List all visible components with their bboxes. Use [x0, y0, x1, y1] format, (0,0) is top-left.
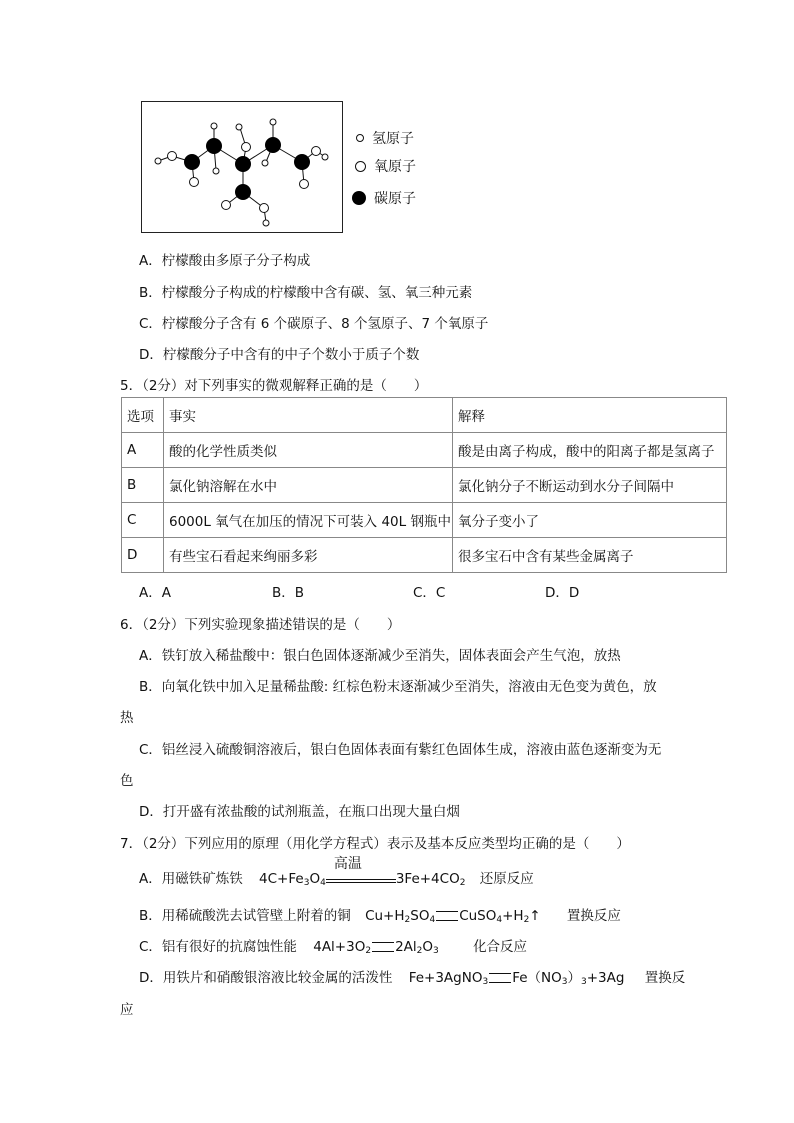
- eq-part: O: [309, 871, 321, 887]
- hydrogen-atom: [262, 160, 268, 166]
- eq-sub: 4: [496, 915, 503, 925]
- table-row: [122, 468, 727, 503]
- eq-part: SO: [410, 908, 430, 924]
- legend-carbon-label: 碳原子: [374, 191, 416, 207]
- eq-sub: 3: [303, 878, 310, 888]
- q7-d-type: 置换反: [644, 970, 686, 986]
- q7-option-a: [139, 856, 534, 888]
- q7-b-type: 置换反应: [566, 908, 621, 924]
- q4-option-b: B．柠檬酸分子构成的柠檬酸中含有碳、氢、氧三种元素: [139, 285, 473, 301]
- eq-sub: 4: [429, 915, 436, 925]
- eq-part: Cu+H: [365, 908, 405, 924]
- carbon-atom: [294, 154, 310, 170]
- eq-part: Fe+3AgNO: [408, 970, 483, 986]
- eq-sub: 3: [561, 977, 568, 987]
- oxygen-atom: [260, 204, 269, 213]
- q7-stem: 7．（2分）下列应用的原理（用化学方程式）表示及基本反应类型均正确的是（ ）: [120, 836, 630, 852]
- q7-b-equation: [365, 908, 545, 924]
- oxygen-atom: [222, 201, 231, 210]
- table-cell: A: [122, 433, 164, 468]
- table-header-cell: 事实: [164, 398, 453, 433]
- oxygen-atom: [242, 143, 251, 152]
- eq-part: O: [422, 939, 434, 955]
- q6-option-c-wrap: 色: [120, 773, 134, 789]
- legend-hydrogen-label: 氢原子: [372, 131, 414, 147]
- q7-d-equation: [409, 970, 629, 986]
- q5-option-b: B．B: [272, 585, 305, 601]
- q5-option-d: D．D: [545, 585, 580, 601]
- hydrogen-atom: [322, 154, 328, 160]
- legend-oxygen-label: 氧原子: [374, 159, 416, 175]
- gas-arrow: ↑: [529, 908, 541, 924]
- q5-stem: 5．（2分）对下列事实的微观解释正确的是（ ）: [120, 378, 428, 394]
- q4-option-c: C．柠檬酸分子含有 6 个碳原子、8 个氢原子、7 个氧原子: [139, 316, 489, 332]
- oxygen-atom: [300, 180, 309, 189]
- q6-option-c: C．铝丝浸入硫酸铜溶液后，银白色固体表面有紫红色固体生成，溶液由蓝色逐渐变为无: [139, 742, 662, 758]
- reaction-condition: 高温: [333, 856, 362, 872]
- citric-acid-molecule-diagram: [141, 101, 343, 233]
- q4-option-a: A．柠檬酸由多原子分子构成: [139, 253, 311, 269]
- equation-double-line: [326, 872, 396, 886]
- q7-a-equation: [259, 856, 470, 888]
- hydrogen-legend-icon: [356, 134, 364, 142]
- q7-c-type: 化合反应: [473, 939, 528, 955]
- q5-table: [121, 397, 727, 573]
- eq-part: 3Fe+4CO: [395, 871, 460, 887]
- eq-part: 2Al: [395, 939, 417, 955]
- table-header-row: [122, 398, 727, 433]
- hydrogen-atom: [213, 168, 219, 174]
- table-cell: 很多宝石中含有某些金属离子: [453, 538, 727, 573]
- q7-c-equation: [313, 939, 443, 955]
- q7-option-d-wrap: 应: [120, 1002, 134, 1018]
- table-row: [122, 433, 727, 468]
- eq-part: CuSO: [459, 908, 497, 924]
- eq-part: ）: [567, 970, 581, 986]
- q6-option-a: A．铁钉放入稀盐酸中：银白色固体逐渐减少至消失，固体表面会产生气泡，放热: [139, 648, 621, 664]
- q7-c-text: C．铝有很好的抗腐蚀性能: [139, 939, 297, 955]
- eq-part: +3Ag: [586, 970, 625, 986]
- eq-sub: 3: [581, 977, 587, 987]
- q7-d-text: D．用铁片和硝酸银溶液比较金属的活泼性: [139, 970, 393, 986]
- q5-option-c: C．C: [413, 585, 446, 601]
- q4-option-d: D．柠檬酸分子中含有的中子个数小于质子个数: [139, 347, 420, 363]
- table-cell: 氯化钠分子不断运动到水分子间隔中: [453, 468, 727, 503]
- table-cell: 氧分子变小了: [453, 503, 727, 538]
- table-header-cell: 选项: [122, 398, 164, 433]
- hydrogen-atom: [211, 123, 217, 129]
- eq-sub: 2: [365, 946, 372, 956]
- table-cell: 6000L 氧气在加压的情况下可装入 40L 钢瓶中: [164, 503, 453, 538]
- legend-hydrogen: [352, 128, 414, 148]
- carbon-legend-icon: [352, 191, 366, 205]
- molecule-model-svg: [142, 102, 342, 232]
- carbon-atom: [235, 156, 251, 172]
- q6-option-d: D．打开盛有浓盐酸的试剂瓶盖，在瓶口出现大量白烟: [139, 804, 460, 820]
- table-cell: D: [122, 538, 164, 573]
- table-header-cell: 解释: [453, 398, 727, 433]
- oxygen-atom: [190, 178, 199, 187]
- oxygen-atom: [312, 147, 321, 156]
- q7-option-b: [139, 904, 621, 925]
- table-cell: B: [122, 468, 164, 503]
- table-cell: 酸是由离子构成，酸中的阳离子都是氢离子: [453, 433, 727, 468]
- eq-sub: 2: [523, 915, 530, 925]
- eq-part: +H: [502, 908, 524, 924]
- oxygen-atom: [168, 152, 177, 161]
- q7-b-text: B．用稀硫酸洗去试管壁上附着的铜: [139, 908, 351, 924]
- q7-a-type: 还原反应: [479, 871, 534, 887]
- eq-part: 4C+Fe: [259, 871, 304, 887]
- eq-part: 4Al+3O: [313, 939, 366, 955]
- equation-double-line: [489, 973, 511, 983]
- table-cell: C: [122, 503, 164, 538]
- q7-option-d: [139, 966, 685, 987]
- table-row: [122, 538, 727, 573]
- carbon-atom: [184, 154, 200, 170]
- q6-option-b: B．向氧化铁中加入足量稀盐酸: 红棕色粉末逐渐减少至消失，溶液由无色变为黄色，放: [139, 679, 657, 695]
- table-cell: 氯化钠溶解在水中: [164, 468, 453, 503]
- q5-option-a: A．A: [139, 585, 171, 601]
- q7-option-c: [139, 935, 527, 956]
- eq-sub: 2: [459, 878, 466, 888]
- eq-sub: 2: [404, 915, 411, 925]
- eq-sub: 3: [433, 946, 439, 956]
- legend-oxygen: [352, 156, 416, 176]
- carbon-atom: [265, 137, 281, 153]
- table-row: [122, 503, 727, 538]
- oxygen-legend-icon: [355, 161, 366, 172]
- q6-stem: 6．（2分）下列实验现象描述错误的是（ ）: [120, 617, 401, 633]
- hydrogen-atom: [155, 158, 161, 164]
- eq-sub: 3: [482, 977, 489, 987]
- eq-part: Fe（NO: [512, 970, 562, 986]
- q6-option-b-wrap: 热: [120, 710, 134, 726]
- table-cell: 有些宝石看起来绚丽多彩: [164, 538, 453, 573]
- carbon-atom: [206, 138, 222, 154]
- hydrogen-atom: [263, 220, 269, 226]
- eq-sub: 2: [416, 946, 423, 956]
- legend-carbon: [352, 188, 416, 208]
- equation-double-line: [372, 942, 394, 952]
- hydrogen-atom: [236, 124, 242, 130]
- equation-double-line: [436, 911, 458, 921]
- carbon-atom: [235, 184, 251, 200]
- eq-sub: 4: [320, 878, 326, 888]
- table-cell: 酸的化学性质类似: [164, 433, 453, 468]
- hydrogen-atom: [270, 119, 276, 125]
- q7-a-text: A．用磁铁矿炼铁: [139, 871, 243, 887]
